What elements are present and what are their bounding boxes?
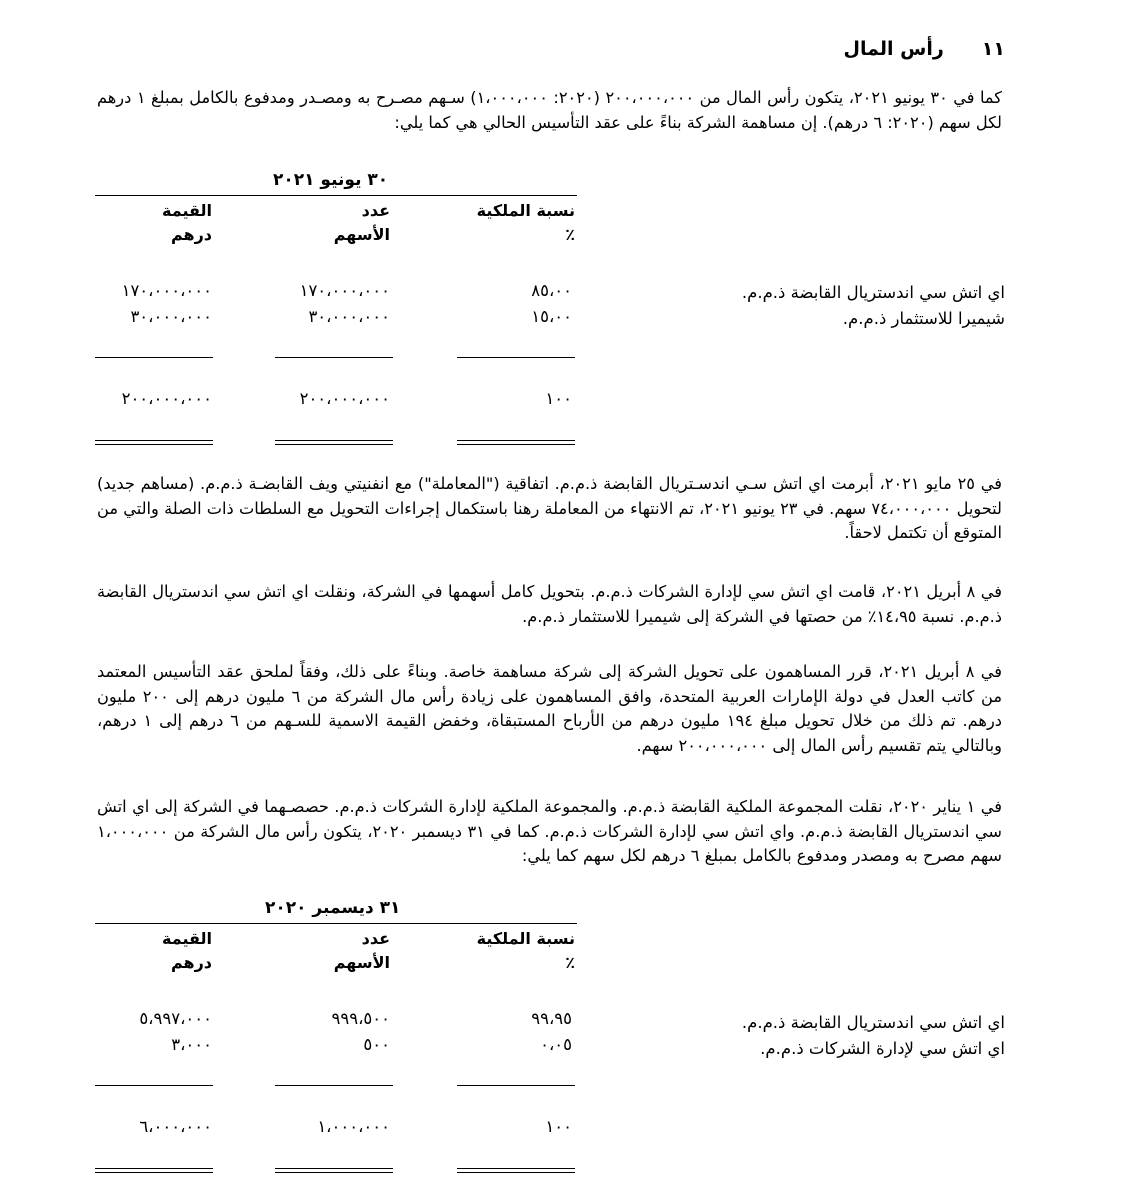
table-2020-col-value: القيمة درهم xyxy=(162,929,212,972)
table-2021-total-rule-value xyxy=(95,440,213,445)
table-2020-col-shares: عدد الأسهم xyxy=(333,929,390,972)
table-2020-col-pct: نسبة الملكية ٪ xyxy=(476,929,575,972)
paragraph-may-2021: في ٢٥ مايو ٢٠٢١، أبرمت اي اتش سـي اندسـتريال القابضة ذ.م.م. اتفاقية ("المعاملة") مع انفنيتي ويف القابضـة ذ.م.م. (مساهم جديد) لتحويل ٧٤،٠٠٠،٠٠٠ سهم. في ٢٣ يونيو ٢٠٢١، تم الانتهاء من المعاملة رهنا باستكمال إجراءات التحويل مع السلطات ذات الصلة والتي من المتوقع أن تكتمل لاحقاً. xyxy=(97,474,1002,542)
table-2020-total-rule-shares xyxy=(275,1168,393,1173)
table-2020-row-2-shares: ٥٠٠ xyxy=(363,1035,390,1054)
table-2020-row-1-value: ٥،٩٩٧،٠٠٠ xyxy=(139,1009,212,1028)
table-2020-row-1-shares: ٩٩٩،٥٠٠ xyxy=(331,1009,390,1028)
table-2021-row-2-shares: ٣٠،٠٠٠،٠٠٠ xyxy=(308,307,390,326)
table-2021-row-1-pct: ٨٥،٠٠ xyxy=(531,281,572,300)
section-number: ١١ xyxy=(981,38,1005,60)
table-2020-total-pct: ١٠٠ xyxy=(545,1117,572,1136)
table-2021-row-2-pct: ١٥،٠٠ xyxy=(531,307,572,326)
table-2021-total-pct: ١٠٠ xyxy=(545,389,572,408)
table-2021-total-rule-shares xyxy=(275,440,393,445)
paragraph-april-2021-conversion: في ٨ أبريل ٢٠٢١، قرر المساهمون على تحويل الشركة إلى شركة مساهمة خاصة. وبناءً على ذلك، وفقاً لملحق عقد التأسيس المعتمد من كاتب العدل في دولة الإمارات العربية المتحدة، وافق المساهمون على زيادة رأس مال الشركة من ٦ مليون درهم إلى ٢٠٠ مليون درهم. تم ذلك من خلال تحويل مبلغ ١٩٤ مليون درهم من الأرباح المستبقاة، وخفض القيمة الاسمية للسـهم من ٦ درهم إلى ١ درهم، وبالتالي يتم تقسيم رأس المال إلى ٢٠٠،٠٠٠،٠٠٠ سهم. xyxy=(97,662,1002,755)
table-2020-total-rule-value xyxy=(95,1168,213,1173)
table-2020-total-rule-pct xyxy=(457,1168,575,1173)
table-2020-subtotal-rule-value xyxy=(95,1085,213,1086)
table-2021-col-value: القيمة درهم xyxy=(162,201,212,244)
table-2021-subtotal-rule-pct xyxy=(457,357,575,358)
table-2021-subtotal-rule-shares xyxy=(275,357,393,358)
table-2021-row-1-name: اي اتش سي اندستريال القابضة ذ.م.م. xyxy=(741,283,1005,302)
section-title: رأس المال xyxy=(843,38,944,60)
table-2020-row-1-name: اي اتش سي اندستريال القابضة ذ.م.م. xyxy=(741,1013,1005,1032)
table-2020-period: ٣١ ديسمبر ٢٠٢٠ xyxy=(265,898,401,918)
table-2020-subtotal-rule-pct xyxy=(457,1085,575,1086)
table-2020-total-shares: ١،٠٠٠،٠٠٠ xyxy=(317,1117,390,1136)
table-2021-subtotal-rule-value xyxy=(95,357,213,358)
section-header xyxy=(844,38,1006,60)
table-2020-period-rule xyxy=(95,923,577,924)
table-2020-row-2-value: ٣،٠٠٠ xyxy=(171,1035,212,1054)
table-2021-total-rule-pct xyxy=(457,440,575,445)
paragraph-jan-2020: في ١ يناير ٢٠٢٠، نقلت المجموعة الملكية القابضة ذ.م.م. والمجموعة الملكية لإدارة الشركات ذ.م.م. حصصـهما في الشركة إلى اي اتش سي اندستريال القابضة ذ.م.م. واي اتش سي لإدارة الشركات ذ.م.م. كما في ٣١ ديسمبر ٢٠٢٠، يتكون رأس مال الشركة من ١،٠٠٠،٠٠٠ سهم مصرح به ومصدر ومدفوع بالكامل بمبلغ ٦ درهم لكل سهم كما يلي: xyxy=(97,797,1002,865)
table-2021-total-shares: ٢٠٠،٠٠٠،٠٠٠ xyxy=(299,389,390,408)
table-2020-subtotal-rule-shares xyxy=(275,1085,393,1086)
table-2021-period: ٣٠ يونيو ٢٠٢١ xyxy=(273,170,389,190)
table-2020-total-value: ٦،٠٠٠،٠٠٠ xyxy=(139,1117,212,1136)
table-2020-row-1-pct: ٩٩،٩٥ xyxy=(531,1009,572,1028)
intro-paragraph: كما في ٣٠ يونيو ٢٠٢١، يتكون رأس المال من ٢٠٠،٠٠٠،٠٠٠ (٢٠٢٠: ١،٠٠٠،٠٠٠) سـهم مصـرح به ومصـدر ومدفوع بالكامل بمبلغ ١ درهم لكل سهم (٢٠٢٠: ٦ درهم). إن مساهمة الشركة بناءً على عقد التأسيس الحالي هي كما يلي: xyxy=(97,88,1002,132)
table-2021-row-2-name: شيميرا للاستثمار ذ.م.م. xyxy=(842,309,1005,328)
table-2021-row-1-shares: ١٧٠،٠٠٠،٠٠٠ xyxy=(299,281,390,300)
table-2020-row-2-pct: ٠،٠٥ xyxy=(540,1035,572,1054)
table-2021-col-shares: عدد الأسهم xyxy=(333,201,390,244)
table-2021-row-2-value: ٣٠،٠٠٠،٠٠٠ xyxy=(130,307,212,326)
table-2021-total-value: ٢٠٠،٠٠٠،٠٠٠ xyxy=(121,389,212,408)
table-2020-row-2-name: اي اتش سي لإدارة الشركات ذ.م.م. xyxy=(760,1039,1005,1058)
table-2021-period-rule xyxy=(95,195,577,196)
paragraph-april-2021-transfer: في ٨ أبريل ٢٠٢١، قامت اي اتش سي لإدارة الشركات ذ.م.م. بتحويل كامل أسهمها في الشركة، ونقلت اي اتش سي اندستريال القابضة ذ.م.م. نسبة ١٤،٩٥٪ من حصتها في الشركة إلى شيميرا للاستثمار ذ.م.م. xyxy=(97,582,1002,626)
table-2021-row-1-value: ١٧٠،٠٠٠،٠٠٠ xyxy=(121,281,212,300)
table-2021-col-pct: نسبة الملكية ٪ xyxy=(476,201,575,244)
